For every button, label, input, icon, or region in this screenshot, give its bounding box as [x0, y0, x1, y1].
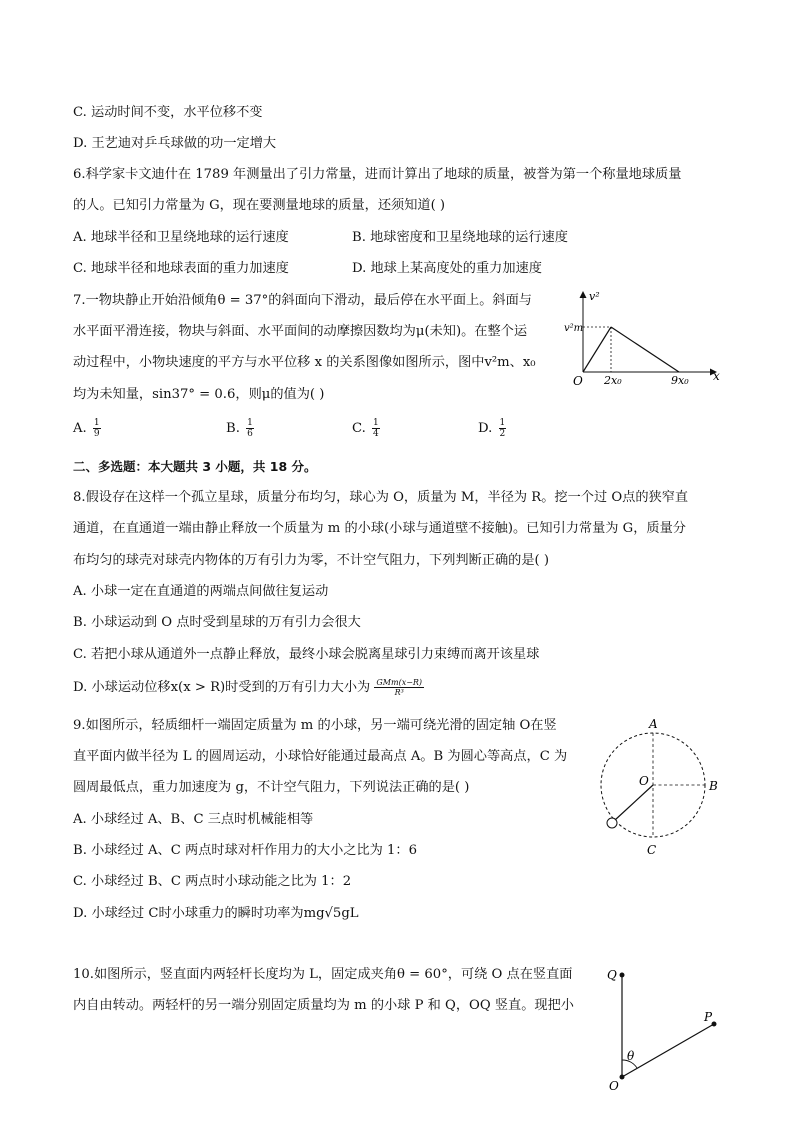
q7-graph-y-label: v² [589, 290, 600, 303]
q5-option-d: D. 王艺迪对乒乓球做的功一定增大 [73, 136, 277, 151]
q7-option-c-numerator: 1 [373, 418, 379, 428]
q7-option-a-numerator: 1 [93, 418, 100, 428]
q9-stem-line2: 直平面内做半径为 L 的圆周运动，小球恰好能通过最高点 A。B 为圆心等高点，C 为 [73, 749, 568, 764]
q7-option-a-denominator: 9 [93, 429, 100, 439]
q9-option-d: D. 小球经过 C时小球重力的瞬时功率为mg√5gL [73, 906, 359, 921]
q7-graph-rise-segment [583, 327, 611, 372]
q7-option-d-numerator: 1 [499, 418, 506, 428]
q10-pivot-o [620, 1075, 625, 1080]
q8-option-b: B. 小球运动到 O 点时受到星球的万有引力会很大 [73, 615, 361, 630]
q8-option-d-numerator: GMm(x−R) [376, 678, 423, 687]
q9-label-a: A [649, 717, 658, 731]
q8-option-d-text: D. 小球运动位移x(x > R)时受到的万有引力大小为 [73, 680, 371, 695]
q7-option-c-denominator: 4 [373, 429, 379, 439]
q7-option-a-label: A. [73, 421, 87, 436]
q5-option-c: C. 运动时间不变，水平位移不变 [73, 105, 263, 120]
q7-option-c-label: C. [352, 421, 366, 436]
q7-graph-x-mark2: 9x₀ [671, 374, 689, 387]
q7-graph-fall-segment [611, 327, 679, 372]
q7-graph-y-mark: v²m [564, 323, 584, 334]
q10-rod-op [622, 1024, 714, 1077]
q9-stem-line1: 9.如图所示，轻质细杆一端固定质量为 m 的小球，另一端可绕光滑的固定轴 O在竖 [73, 718, 557, 733]
q6-option-b: B. 地球密度和卫星绕地球的运行速度 [352, 230, 568, 245]
q6-option-c: C. 地球半径和地球表面的重力加速度 [73, 261, 289, 276]
q7-option-a [73, 418, 103, 439]
q8-option-d-denominator: R³ [394, 688, 404, 697]
q7-option-d [478, 418, 508, 439]
q7-stem-line4: 均为未知量，sin37° = 0.6，则μ的值为( ) [73, 387, 325, 402]
q10-ball-q [620, 973, 625, 978]
q10-label-theta: θ [627, 1049, 635, 1063]
q7-velocity-squared-graph [560, 284, 730, 394]
q9-option-b: B. 小球经过 A、C 两点时球对杆作用力的大小之比为 1：6 [73, 843, 417, 858]
q8-option-c: C. 若把小球从通道外一点静止释放，最终小球会脱离星球引力束缚而离开该星球 [73, 647, 540, 662]
q8-stem-line2: 通道，在直通道一端由静止释放一个质量为 m 的小球(小球与通道壁不接触)。已知引力常量为 G，质量分 [73, 521, 686, 536]
q9-circular-motion-diagram [592, 712, 732, 860]
q10-label-q: Q [607, 968, 617, 982]
q7-option-c [352, 418, 382, 439]
q10-stem-line1: 10.如图所示，竖直面内两轻杆长度均为 L，固定成夹角θ = 60°，可绕 O 点在竖直面 [73, 967, 573, 982]
q9-stem-line3: 圆周最低点，重力加速度为 g，不计空气阻力，下列说法正确的是( ) [73, 780, 470, 795]
q7-option-c-fraction [372, 418, 380, 439]
q7-option-d-fraction [499, 418, 507, 439]
q8-stem-line3: 布均匀的球壳对球壳内物体的万有引力为零，不计空气阻力，下列判断正确的是( ) [73, 553, 550, 568]
q7-option-b-numerator: 1 [247, 418, 253, 428]
section-heading-multiple-choice: 二、多选题：本大题共 3 小题，共 18 分。 [73, 459, 317, 474]
q10-label-o: O [609, 1079, 619, 1093]
q7-option-d-denominator: 2 [499, 429, 506, 439]
q7-stem-line1: 7.一物块静止开始沿倾角θ = 37°的斜面向下滑动，最后停在水平面上。斜面与 [73, 293, 532, 308]
q6-stem-line2: 的人。已知引力常量为 G，现在要测量地球的质量，还须知道( ) [73, 198, 446, 213]
q7-stem-line2: 水平面平滑连接，物块与斜面、水平面间的动摩擦因数均为μ(未知)。在整个运 [73, 324, 528, 339]
q7-graph-origin: O [573, 374, 583, 388]
q7-stem-line3: 动过程中，小物块速度的平方与水平位移 x 的关系图像如图所示，图中v²m、x₀ [73, 355, 536, 370]
q7-graph-x-label: x [713, 369, 720, 383]
q6-option-a: A. 地球半径和卫星绕地球的运行速度 [73, 230, 289, 245]
q8-option-d [73, 678, 424, 697]
q8-stem-line1: 8.假设存在这样一个孤立星球，质量分布均匀，球心为 O，质量为 M，半径为 R。挖一个过 O点的狭窄直 [73, 490, 689, 505]
q7-option-b-label: B. [226, 421, 240, 436]
q9-label-b: B [709, 779, 718, 793]
q9-rod [615, 785, 653, 820]
q9-option-c: C. 小球经过 B、C 两点时小球动能之比为 1：2 [73, 874, 352, 889]
q7-option-b-denominator: 6 [247, 429, 253, 439]
q9-ball [607, 818, 617, 828]
q8-option-d-fraction [374, 678, 424, 697]
q7-option-b-fraction [246, 418, 254, 439]
q10-ball-p [712, 1022, 717, 1027]
q7-option-d-label: D. [478, 421, 493, 436]
q7-graph-x-mark1: 2x₀ [604, 374, 622, 387]
q8-option-a: A. 小球一定在直通道的两端点间做往复运动 [73, 584, 329, 599]
q6-option-d: D. 地球上某高度处的重力加速度 [352, 261, 542, 276]
q7-option-a-fraction [93, 418, 101, 439]
q10-rods-diagram [600, 962, 730, 1094]
q7-option-b [226, 418, 256, 439]
q10-stem-line2: 内自由转动。两轻杆的另一端分别固定质量均为 m 的小球 P 和 Q，OQ 竖直。现把小 [73, 998, 574, 1013]
q10-label-p: P [704, 1010, 713, 1024]
q9-option-a: A. 小球经过 A、B、C 三点时机械能相等 [73, 812, 314, 827]
q9-label-c: C [647, 843, 657, 857]
q9-label-o: O [639, 774, 649, 788]
q6-stem-line1: 6.科学家卡文迪什在 1789 年测量出了引力常量，进而计算出了地球的质量，被誉为第一个称量地球质量 [73, 167, 682, 182]
